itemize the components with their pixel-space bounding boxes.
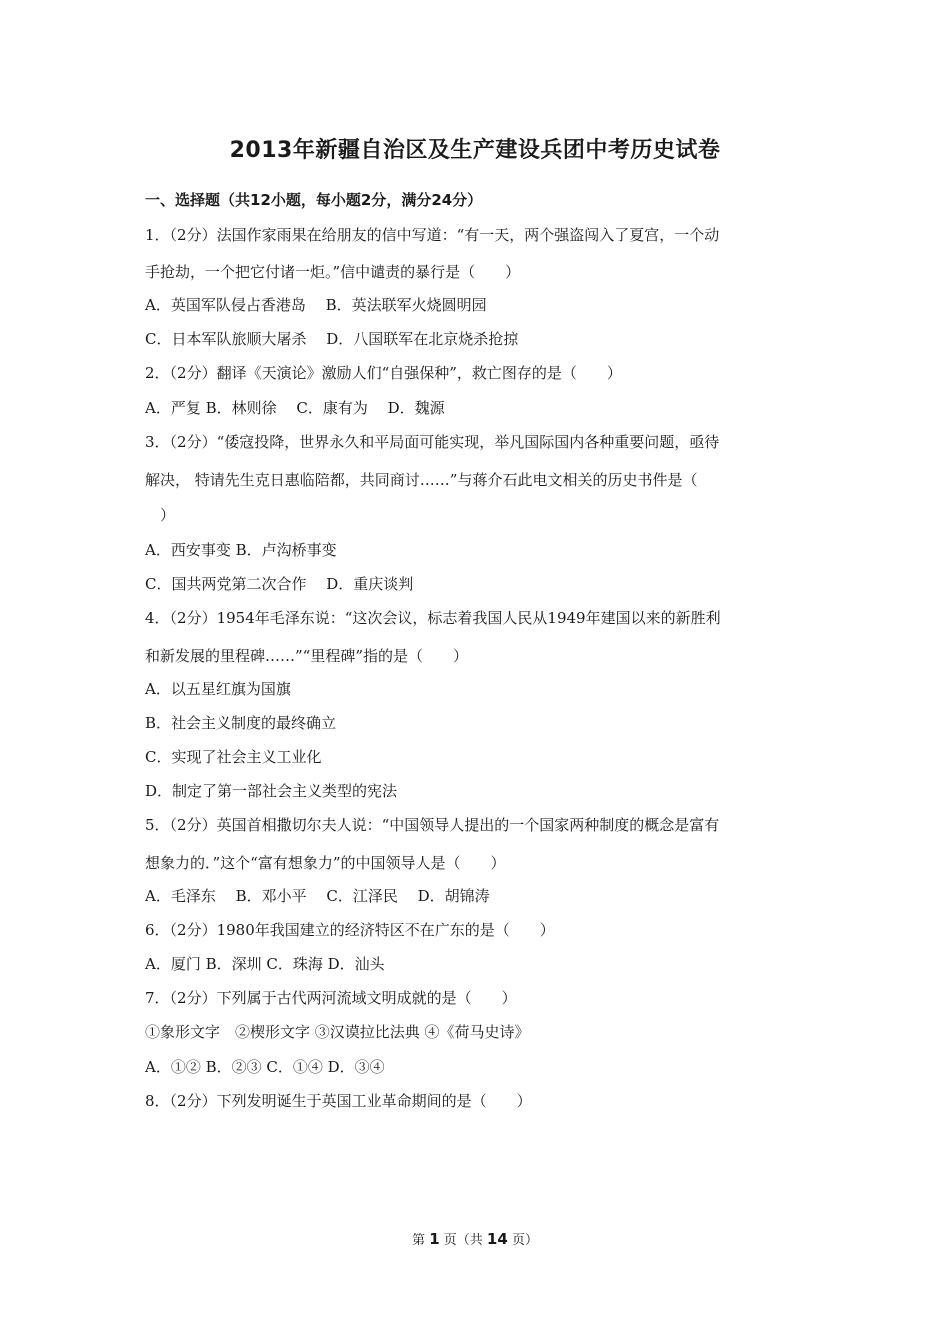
option-line: D．制定了第一部社会主义类型的宪法 xyxy=(145,782,398,800)
option-line: A．严复 B．林则徐 C．康有为 D．魏源 xyxy=(145,399,445,417)
text-line: 想象力的．”这个“富有想象力”的中国领导人是（ ） xyxy=(145,854,506,872)
footer-suffix: 页） xyxy=(511,1233,538,1248)
footer-middle: 页（共 xyxy=(443,1233,483,1248)
page-title: 2013年新疆自治区及生产建设兵团中考历史试卷 xyxy=(229,138,721,163)
text-line: 手抢劫，一个把它付诸一炬。”信中谴责的暴行是（ ） xyxy=(145,263,521,281)
footer-total-pages: 14 xyxy=(486,1230,508,1248)
option-line: B．社会主义制度的最终确立 xyxy=(145,714,337,732)
option-line: C．实现了社会主义工业化 xyxy=(145,748,322,766)
text-line: 2．（2分）翻译《天演论》激励人们“自强保种”，救亡图存的是（ ） xyxy=(145,364,622,382)
text-line: 6．（2分）1980年我国建立的经济特区不在广东的是（ ） xyxy=(145,921,555,939)
page-footer xyxy=(0,1229,950,1248)
text-line: 4．（2分）1954年毛泽东说：“这次会议，标志着我国人民从1949年建国以来的新胜利 xyxy=(145,609,721,627)
footer-page-number: 1 xyxy=(429,1230,440,1248)
text-line: 8．（2分）下列发明诞生于英国工业革命期间的是（ ） xyxy=(145,1092,532,1110)
text-line: 1．（2分）法国作家雨果在给朋友的信中写道：“有一天，两个强盗闯入了夏宫，一个动 xyxy=(145,226,720,244)
text-line: ①象形文字 ②楔形文字 ③汉谟拉比法典 ④《荷马史诗》 xyxy=(145,1023,530,1041)
text-line: 3．（2分）“倭寇投降，世界永久和平局面可能实现，举凡国际国内各种重要问题，亟待 xyxy=(145,433,720,451)
text-line: 和新发展的里程碑……”“里程碑”指的是（ ） xyxy=(145,647,469,665)
option-line: A．英国军队侵占香港岛 B．英法联军火烧圆明园 xyxy=(145,296,487,314)
option-line: C．日本军队旅顺大屠杀 D．八国联军在北京烧杀抢掠 xyxy=(145,330,519,348)
text-line: 7．（2分）下列属于古代两河流域文明成就的是（ ） xyxy=(145,989,517,1007)
section-heading: 一、选择题（共12小题，每小题2分，满分24分） xyxy=(145,191,483,209)
footer-prefix: 第 xyxy=(412,1233,426,1248)
text-line: 解决， 特请先生克日惠临陪都，共同商讨……”与蒋介石此电文相关的历史书件是（ xyxy=(145,471,698,489)
option-line: A．西安事变 B．卢沟桥事变 xyxy=(145,541,337,559)
text-line: ） xyxy=(160,506,176,524)
option-line: A．毛泽东 B．邓小平 C．江泽民 D．胡锦涛 xyxy=(145,887,490,905)
option-line: A．以五星红旗为国旗 xyxy=(145,680,291,698)
option-line: A．①② B．②③ C．①④ D．③④ xyxy=(145,1058,385,1076)
option-line: C．国共两党第二次合作 D．重庆谈判 xyxy=(145,575,414,593)
option-line: A．厦门 B．深圳 C．珠海 D．汕头 xyxy=(145,955,385,973)
text-line: 5．（2分）英国首相撒切尔夫人说：“中国领导人提出的一个国家两种制度的概念是富有 xyxy=(145,816,720,834)
